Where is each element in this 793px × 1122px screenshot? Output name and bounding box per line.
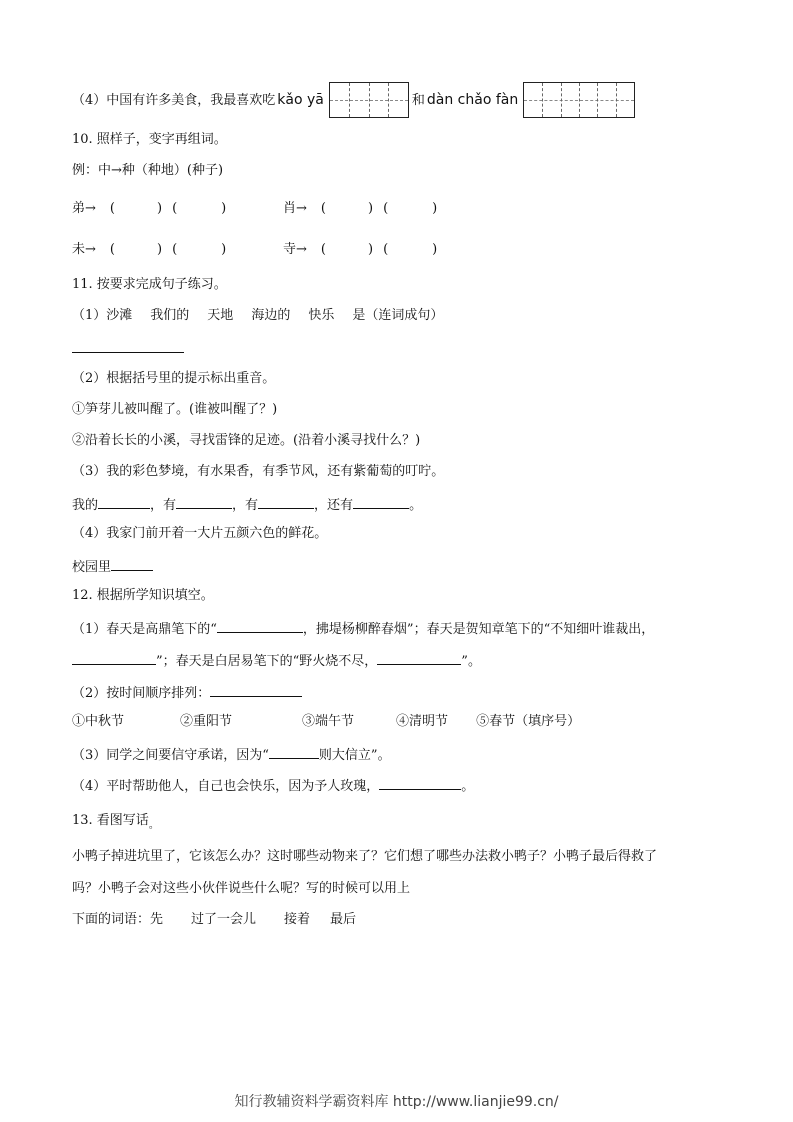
q10-row-2: 未→ ( ) ( ) (72, 242, 227, 257)
answer-line-q11-1[interactable] (72, 338, 184, 353)
q11-title: 11. 按要求完成句子练习。 (72, 277, 227, 292)
fill-blank[interactable] (379, 775, 461, 790)
q10-char-xiao: 肖→ (283, 201, 307, 216)
q10-title: 10. 照样子，变字再组词。 (72, 132, 227, 147)
fill-blank[interactable] (176, 494, 232, 509)
q11-p4: （4）我家门前开着一大片五颜六色的鲜花。 (72, 526, 328, 541)
q13-line3: 下面的词语：先 过了一会儿 接着 最后 (72, 912, 357, 927)
q12-title: 12. 根据所学知识填空。 (72, 588, 214, 603)
fill-blank[interactable] (72, 650, 156, 665)
word-tile: 海边的 (251, 308, 291, 323)
word-tile: 我们的 (150, 308, 190, 323)
q11-p2: （2）根据括号里的提示标出重音。 (72, 371, 276, 386)
footer-watermark[interactable]: 知行教辅资料学霸资料库 http://www.lianjie99.cn/ (234, 1094, 559, 1110)
q13-title: 13. 看图写话。 (72, 813, 159, 831)
fill-blank[interactable] (98, 494, 150, 509)
q12-p4: （4）平时帮助他人，自己也会快乐，因为予人玫瑰， 。 (72, 775, 474, 796)
q12-p1-line2: ”；春天是白居易笔下的“野火烧不尽， ”。 (72, 650, 481, 671)
fill-blank[interactable] (217, 618, 303, 633)
q11-p1: （1）沙滩 我们的 天地 海边的 快乐 是（连词成句） (72, 308, 444, 323)
fill-blank[interactable] (210, 682, 302, 697)
fill-blank[interactable] (269, 744, 319, 759)
q10-row-1b: 肖→ ( ) ( ) (283, 201, 438, 216)
q10-char-wei: 未→ (72, 242, 96, 257)
fill-blank[interactable] (377, 650, 461, 665)
q12-p2: （2）按时间顺序排列： (72, 682, 302, 703)
pinyin-kaoya: kǎo yā (277, 91, 324, 108)
q11-p4-answer: 校园里 (72, 556, 153, 577)
word-tile: 天地 (207, 308, 234, 323)
writing-grid-kaoya[interactable] (329, 82, 409, 118)
q11-p2b: ②沿着长长的小溪，寻找雷锋的足迹。(沿着小溪寻找什么？) (72, 433, 421, 448)
q10-char-si: 寺→ (283, 242, 307, 257)
q12-festivals: ①中秋节 ②重阳节 ③端午节 ④清明节 ⑤春节（填序号） (72, 714, 581, 729)
q10-char-di: 弟→ (72, 201, 96, 216)
fill-blank[interactable] (111, 556, 153, 571)
word-tile: 是（连词成句） (352, 308, 444, 323)
q9-4-line (72, 82, 638, 118)
q10-example: 例：中→种（种地）(种子) (72, 163, 224, 178)
q11-p3-fill: 我的 ，有 ，有 ，还有 。 (72, 494, 422, 515)
q10-row-1: 弟→ ( ) ( ) (72, 201, 227, 216)
q12-p3: （3）同学之间要信守承诺，因为“ 则大信立”。 (72, 744, 391, 765)
fill-blank[interactable] (353, 494, 409, 509)
q11-p2a: ①笋芽儿被叫醒了。(谁被叫醒了？) (72, 402, 278, 417)
q11-p3: （3）我的彩色梦境，有水果香，有季节风，还有紫葡萄的叮咛。 (72, 464, 445, 479)
q10-row-2b: 寺→ ( ) ( ) (283, 242, 438, 257)
q13-line2: 吗？小鸭子会对这些小伙伴说些什么呢？写的时候可以用上 (72, 881, 411, 896)
q13-line1: 小鸭子掉进坑里了，它该怎么办？这时哪些动物来了？它们想了哪些办法救小鸭子？小鸭子最后得救了 (72, 849, 658, 864)
q9-4-connector: 和 (411, 92, 425, 108)
pinyin-danchaofan: dàn chǎo fàn (426, 91, 519, 108)
q9-4-prefix: （4）中国有许多美食，我最喜欢吃 (72, 92, 276, 108)
writing-grid-danchaofan[interactable] (523, 82, 635, 118)
q12-p1-line1: （1）春天是高鼎笔下的“ ，拂堤杨柳醉春烟”；春天是贺知章笔下的“不知细叶谁裁出， (72, 618, 654, 639)
fill-blank[interactable] (258, 494, 314, 509)
word-tile: 快乐 (308, 308, 335, 323)
q10-paren: ( (109, 201, 115, 216)
